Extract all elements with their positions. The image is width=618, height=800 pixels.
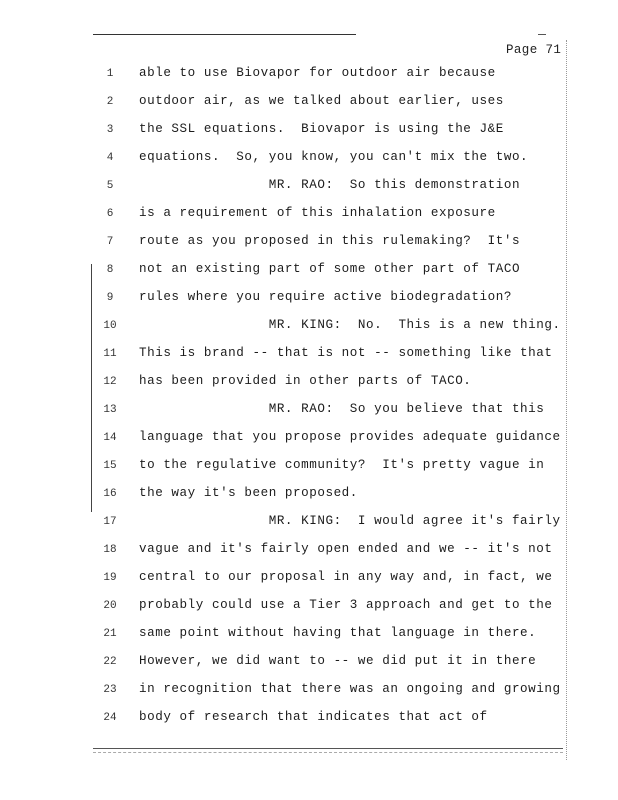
line-number: 8 [106, 264, 114, 276]
margin-revision-bar [91, 264, 92, 512]
line-number: 18 [103, 544, 117, 556]
transcript-line: not an existing part of some other part of TACO [139, 262, 521, 276]
line-number: 22 [103, 656, 117, 668]
transcript-line: the SSL equations. Biovapor is using the J&E [139, 122, 504, 136]
transcript-line: is a requirement of this inhalation exposure [139, 206, 496, 220]
line-number: 4 [106, 152, 114, 164]
transcript-line: outdoor air, as we talked about earlier, uses [139, 94, 504, 108]
line-number: 3 [106, 124, 114, 136]
line-number: 23 [103, 684, 117, 696]
line-number: 16 [103, 488, 117, 500]
transcript-line: central to our proposal in any way and, in fact, we [139, 570, 553, 584]
line-number: 12 [103, 376, 117, 388]
line-number: 5 [106, 180, 114, 192]
line-number: 6 [106, 208, 114, 220]
transcript-line: probably could use a Tier 3 approach and get to the [139, 598, 553, 612]
line-number: 24 [103, 712, 117, 724]
transcript-line: same point without having that language in there. [139, 626, 537, 640]
transcript-line: vague and it's fairly open ended and we -- it's not [139, 542, 553, 556]
line-number: 13 [103, 404, 117, 416]
line-number: 21 [103, 628, 117, 640]
transcript-line: MR. KING: No. This is a new thing. [139, 318, 561, 332]
line-number: 1 [106, 68, 114, 80]
line-number: 14 [103, 432, 117, 444]
transcript-line: MR. RAO: So this demonstration [139, 178, 521, 192]
scan-edge-artifact [566, 40, 567, 760]
line-number: 11 [103, 348, 117, 360]
line-number: 20 [103, 600, 117, 612]
footer-rule [93, 748, 563, 749]
transcript-line: the way it's been proposed. [139, 486, 358, 500]
transcript-line: body of research that indicates that act of [139, 710, 488, 724]
line-number: 19 [103, 572, 117, 584]
footer-scan-artifact [93, 752, 563, 753]
transcript-line: to the regulative community? It's pretty vague in [139, 458, 545, 472]
transcript-line: in recognition that there was an ongoing and growing [139, 682, 561, 696]
transcript-line: route as you proposed in this rulemaking? It's [139, 234, 521, 248]
transcript-line: MR. KING: I would agree it's fairly [139, 514, 561, 528]
line-number: 2 [106, 96, 114, 108]
line-number: 17 [103, 516, 117, 528]
header-tick-mark [538, 34, 546, 35]
header-rule [93, 34, 356, 35]
transcript-line: has been provided in other parts of TACO. [139, 374, 472, 388]
transcript-line: However, we did want to -- we did put it in there [139, 654, 537, 668]
page-number: Page 71 [506, 43, 562, 57]
line-number: 9 [106, 292, 114, 304]
transcript-line: This is brand -- that is not -- something like that [139, 346, 553, 360]
transcript-line: language that you propose provides adequate guidance [139, 430, 561, 444]
transcript-line: equations. So, you know, you can't mix the two. [139, 150, 529, 164]
transcript-line: MR. RAO: So you believe that this [139, 402, 545, 416]
line-number: 15 [103, 460, 117, 472]
line-number: 10 [103, 320, 117, 332]
transcript-line: rules where you require active biodegradation? [139, 290, 512, 304]
line-number: 7 [106, 236, 114, 248]
transcript-line: able to use Biovapor for outdoor air because [139, 66, 496, 80]
